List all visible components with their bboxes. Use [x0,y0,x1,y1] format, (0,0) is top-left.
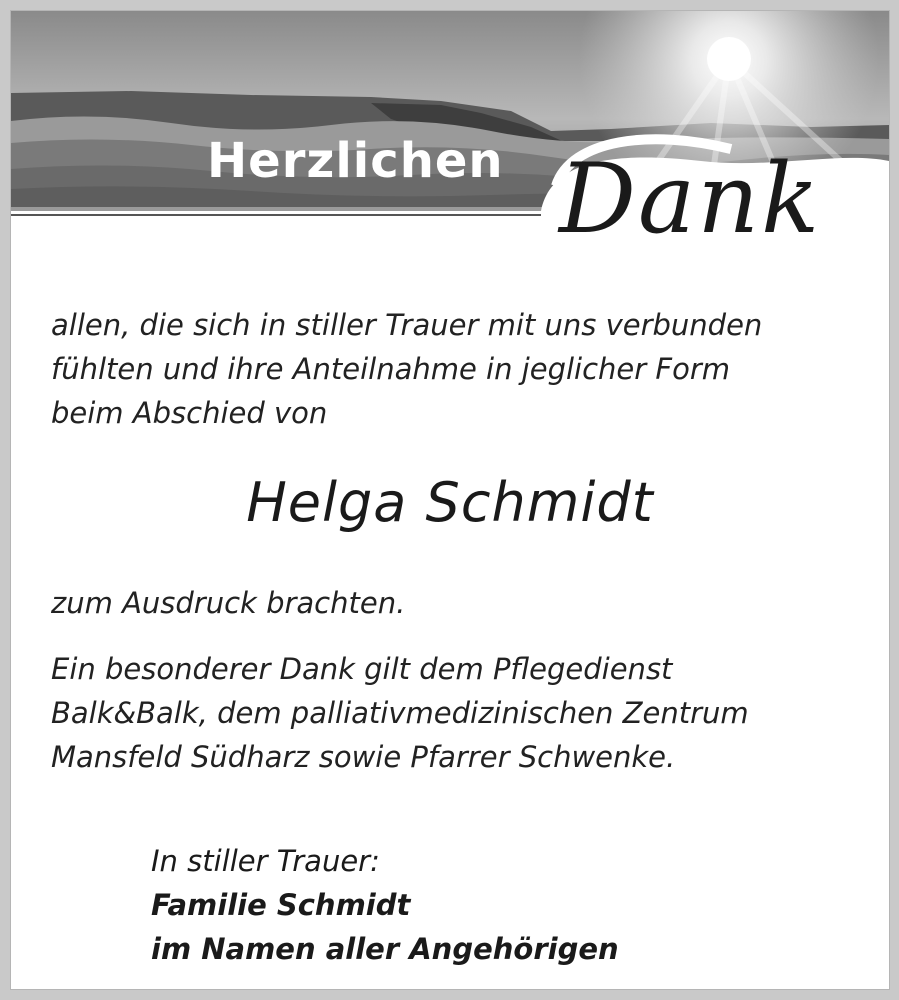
notice-card [10,10,890,990]
intro-line: allen, die sich in stiller Trauer mit uns verbunden [51,308,763,342]
after-name-text: zum Ausdruck brachten. [51,586,406,620]
signature-relatives: im Namen aller Angehörigen [151,932,619,966]
greeting-heading: Herzlichen [207,133,504,189]
signature-family: Familie Schmidt [151,888,411,922]
dank-script-word: Dank [559,143,822,255]
intro-text [51,303,851,435]
intro-line: beim Abschied von [51,396,328,430]
thanks-text [51,647,851,779]
thanks-line: Mansfeld Südharz sowie Pfarrer Schwenke. [51,740,676,774]
signature-label: In stiller Trauer: [151,844,380,878]
thanks-line: Balk&Balk, dem palliativmedizinischen Zentrum [51,696,749,730]
thanks-line: Ein besonderer Dank gilt dem Pflegedienst [51,652,673,686]
signature-block [151,839,851,971]
intro-line: fühlten und ihre Anteilnahme in jeglicher Form [51,352,731,386]
deceased-name: Helga Schmidt [246,471,654,534]
header-banner [11,11,889,271]
